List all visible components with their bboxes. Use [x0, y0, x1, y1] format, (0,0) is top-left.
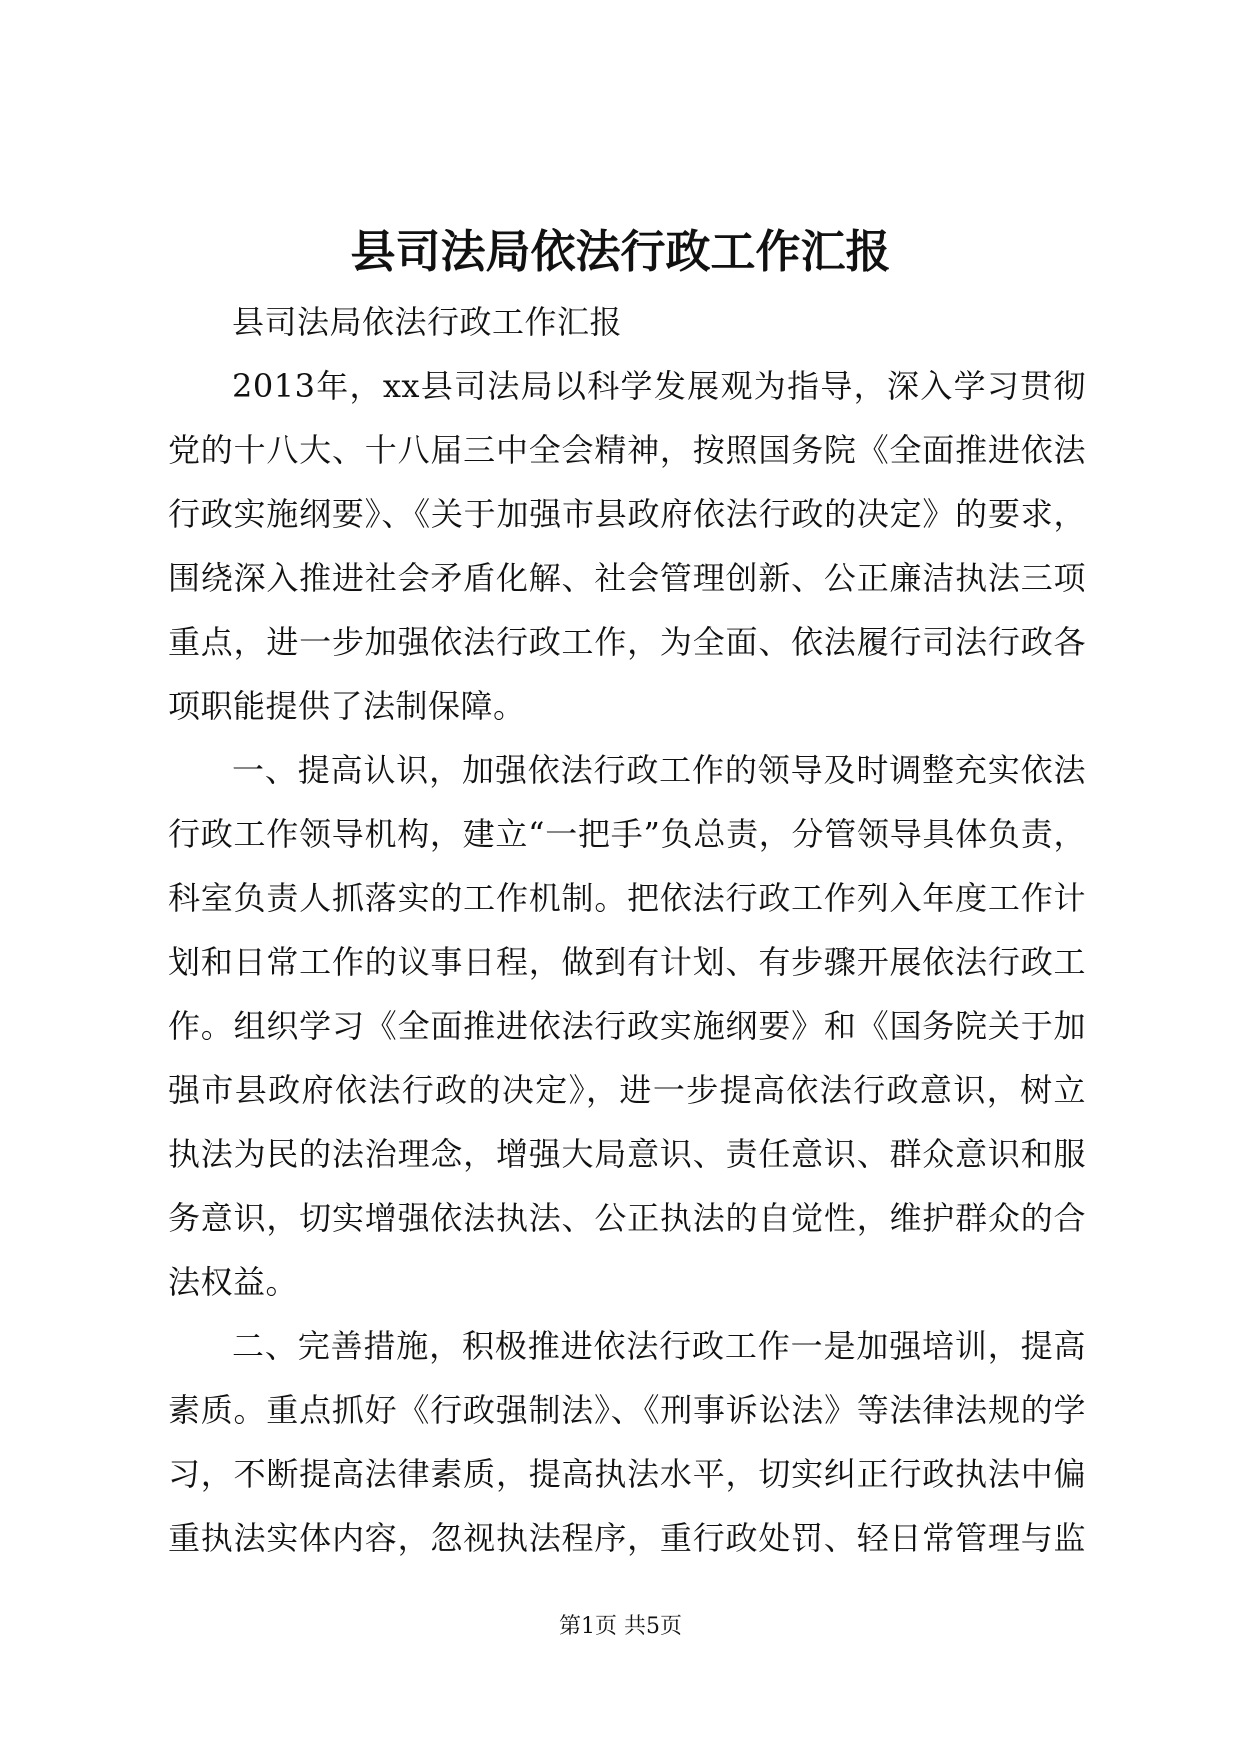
paragraph-line: 行政工作领导机构，建立“一把手”负总责，分管领导具体负责，	[168, 815, 1086, 853]
paragraph-line: 习，不断提高法律素质，提高执法水平，切实纠正行政执法中偏	[168, 1455, 1086, 1493]
paragraph-line: 2013年，xx县司法局以科学发展观为指导，深入学习贯彻	[232, 367, 1086, 405]
paragraph-line: 科室负责人抓落实的工作机制。把依法行政工作列入年度工作计	[168, 879, 1086, 917]
paragraph-line: 党的十八大、十八届三中全会精神，按照国务院《全面推进依法	[168, 431, 1086, 469]
page-footer: 第1页 共5页	[559, 1614, 682, 1639]
paragraph-line: 作。组织学习《全面推进依法行政实施纲要》和《国务院关于加	[168, 1007, 1086, 1045]
paragraph-line: 二、完善措施，积极推进依法行政工作一是加强培训，提高	[232, 1327, 1086, 1365]
paragraph-line: 执法为民的法治理念，增强大局意识、责任意识、群众意识和服	[168, 1135, 1086, 1173]
paragraph-line: 务意识，切实增强依法执法、公正执法的自觉性，维护群众的合	[168, 1199, 1086, 1237]
paragraph-line: 项职能提供了法制保障。	[168, 687, 526, 725]
document-body	[168, 290, 1086, 1570]
document-title: 县司法局依法行政工作汇报	[350, 225, 891, 278]
paragraph-line: 强市县政府依法行政的决定》，进一步提高依法行政意识，树立	[168, 1071, 1086, 1109]
paragraph-line: 围绕深入推进社会矛盾化解、社会管理创新、公正廉洁执法三项	[168, 559, 1086, 597]
paragraph-line: 划和日常工作的议事日程，做到有计划、有步骤开展依法行政工	[168, 943, 1086, 981]
paragraph-line: 法权益。	[168, 1263, 299, 1301]
paragraph-line: 重执法实体内容，忽视执法程序，重行政处罚、轻日常管理与监	[168, 1519, 1086, 1557]
paragraph-1	[168, 354, 1086, 738]
document-subtitle: 县司法局依法行政工作汇报	[232, 303, 623, 341]
paragraph-line: 行政实施纲要》、《关于加强市县政府依法行政的决定》的要求，	[168, 495, 1086, 533]
paragraph-line: 素质。重点抓好《行政强制法》、《刑事诉讼法》等法律法规的学	[168, 1391, 1086, 1429]
paragraph-3	[168, 1314, 1086, 1570]
paragraph-line: 重点，进一步加强依法行政工作，为全面、依法履行司法行政各	[168, 623, 1086, 661]
paragraph-line: 一、提高认识，加强依法行政工作的领导及时调整充实依法	[232, 751, 1086, 789]
paragraph-2	[168, 738, 1086, 1314]
